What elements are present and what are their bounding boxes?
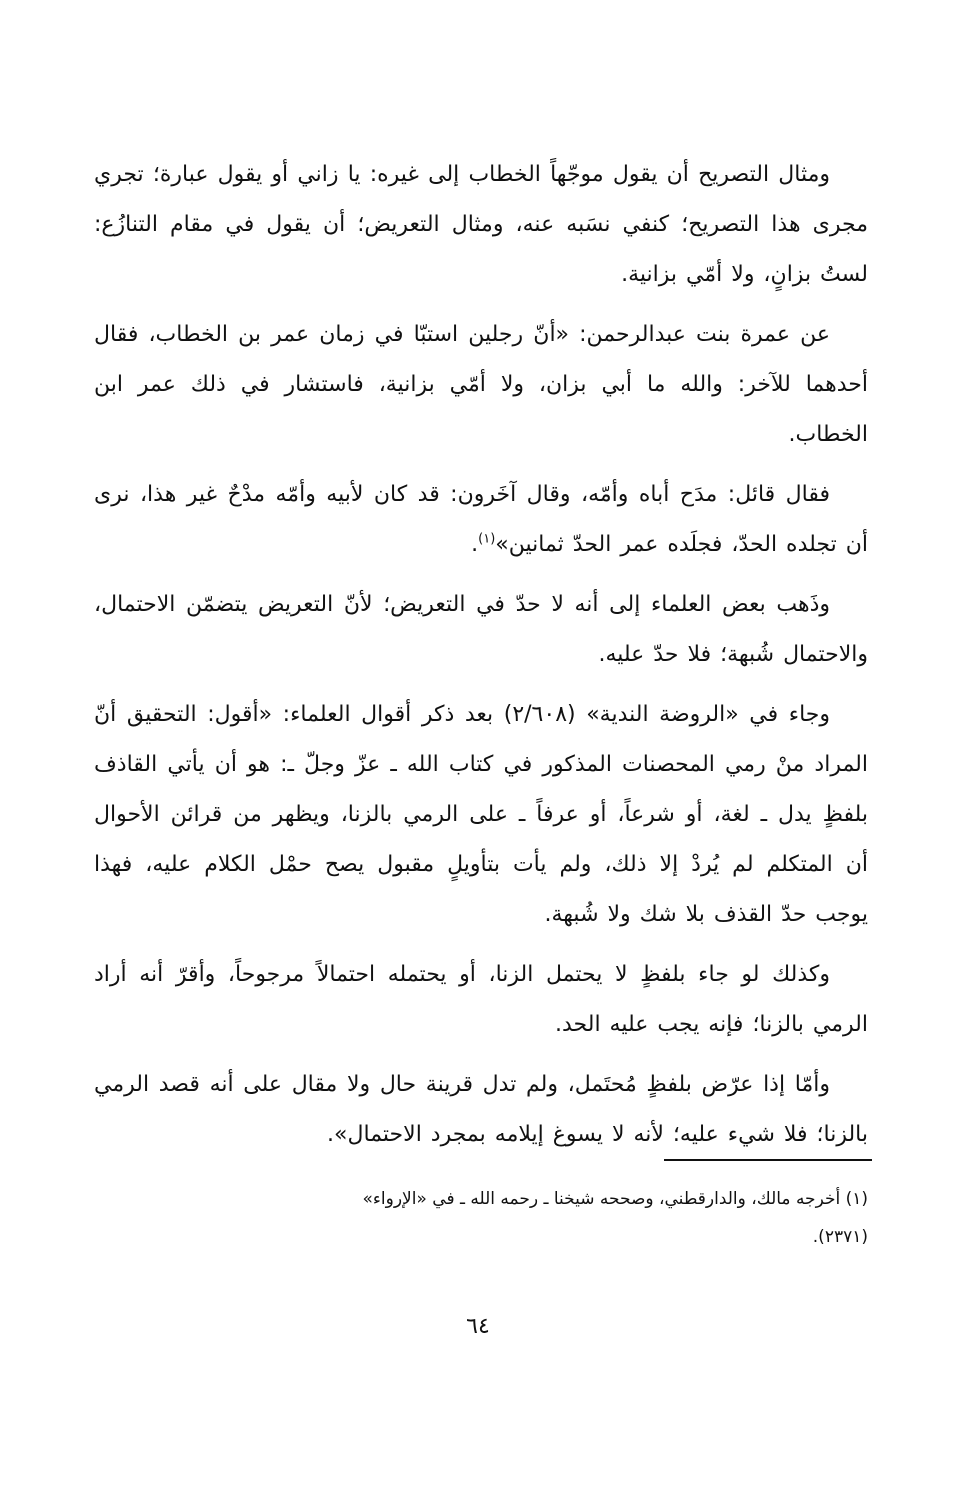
paragraph-rawda-quote: وجاء في «الروضة الندية» (٢/٦٠٨) بعد ذكر أقوال العلماء: «أقول: التحقيق أنّ المراد منْ رمي المحصنات المذكور في كتاب الله ـ عزّ وجلّ ـ: هو أن يأتي القاذف بلفظٍ يدل ـ لغة، أو شرعاً، أو عرفاً ـ على الرمي بالزنا، ويظهر من قرائن الأحوال أن المتكلم لم يُردْ إلا ذلك، ولم يأت بتأويلٍ مقبول يصح حمْل الكلام عليه، فهذا يوجب حدّ القذف بلا شك ولا شُبهة.: [94, 702, 868, 927]
paragraph-scholars-view: وذَهب بعض العلماء إلى أنه لا حدّ في التعريض؛ لأنّ التعريض يتضمّن الاحتمال، والاحتمال شُبهة؛ فلا حدّ عليه.: [94, 592, 868, 667]
footnote-line: (١) أخرجه مالك، والدارقطني، وصححه شيخنا ـ رحمه الله ـ في «الإرواء»: [362, 1189, 868, 1209]
paragraph-umar-ruling: [94, 470, 868, 570]
paragraph-umar-ruling-end: .: [471, 532, 479, 557]
paragraph-umar-ruling-text: فقال قائل: مدَح أباه وأمّه، وقال آخَرون: قد كان لأبيه وأمّه مدْحٌ غير هذا، نرى أن تجلده الحدّ، فجلَده عمر الحدّ ثمانين»: [94, 482, 868, 557]
paragraph-ambiguous-word: وكذلك لو جاء بلفظٍ لا يحتمل الزنا، أو يحتمله احتمالاً مرجوحاً، وأقرّ أنه أراد الرمي بالزنا؛ فإنه يجب عليه الحد.: [94, 962, 868, 1037]
paragraph-narration: عن عمرة بنت عبدالرحمن: «أنّ رجلين استبّا في زمان عمر بن الخطاب، فقال أحدهما للآخر: والله ما أبي بزان، ولا أمّي بزانية، فاستشار في ذلك عمر ابن الخطاب.: [94, 322, 868, 447]
paragraph-conclusion: وأمّا إذا عرّض بلفظٍ مُحتَمل، ولم تدل قرينة حال ولا مقال على أنه قصد الرمي بالزنا؛ فلا شيء عليه؛ لأنه لا يسوغ إيلامه بمجرد الاحتمال».: [94, 1072, 868, 1147]
page-number: ٦٤: [466, 1314, 490, 1339]
footnote-reference[interactable]: (١): [478, 531, 496, 547]
footnote-line: (٢٣٧١).: [812, 1227, 868, 1247]
footnotes: [94, 1180, 868, 1256]
footnote-divider: [664, 1159, 872, 1161]
paragraph-explicit-example: ومثال التصريح أن يقول موجّهاً الخطاب إلى غيره: يا زاني أو يقول عبارة؛ تجري مجرى هذا التصريح؛ كنفي نسَبه عنه، ومثال التعريض؛ أن يقول في مقام التنازُع: لستُ بزانٍ، ولا أمّي بزانية.: [94, 162, 868, 287]
main-text: [94, 150, 868, 1170]
